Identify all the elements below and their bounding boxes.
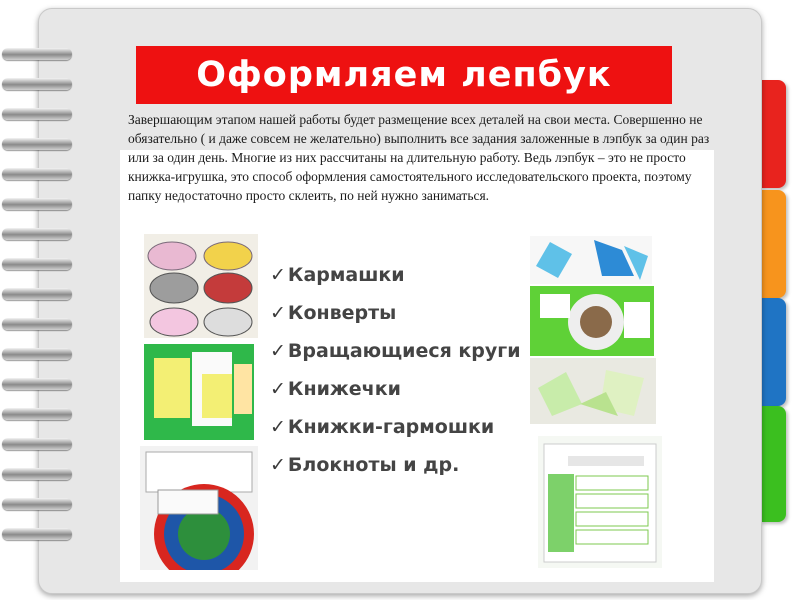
tab-red: [760, 80, 786, 188]
spiral-ring-icon: [2, 228, 72, 240]
spiral-ring-icon: [2, 378, 72, 390]
pockets-illustration: [144, 234, 258, 338]
title-banner: [136, 46, 672, 104]
check-icon: ✓: [270, 340, 286, 362]
spiral-ring-icon: [2, 438, 72, 450]
accordion-illustration: [530, 358, 656, 424]
notepads-illustration: [538, 436, 662, 568]
photo-booklets: [530, 286, 654, 356]
check-icon: ✓: [270, 454, 286, 476]
spiral-ring-icon: [2, 468, 72, 480]
booklets-illustration: [530, 286, 654, 356]
photo-accordion: [530, 358, 656, 424]
spiral-ring-icon: [2, 108, 72, 120]
check-icon: ✓: [270, 264, 286, 286]
photo-rotating-circles: [140, 446, 258, 570]
list-item: [270, 294, 521, 332]
photo-envelopes: [144, 344, 254, 440]
rotating-circles-illustration: [140, 446, 258, 570]
spiral-ring-icon: [2, 348, 72, 360]
spiral-ring-icon: [2, 528, 72, 540]
check-icon: ✓: [270, 378, 286, 400]
list-item-label: Книжечки: [287, 378, 401, 400]
description-paragraph: Завершающим этапом нашей работы будет размещение всех деталей на свои места. Совершенно не обязательно ( и даже совсем не желательно) выполнить все задания заложенные в лэпбук за один раз или за один день. Многие из них рассчитаны на длительную работу. Ведь лэпбук – это не просто книжка-игрушка, это способ оформления самостоятельного исследовательского проекта, поэтому папку недостаточно просто склеить, по ней нужно заниматься.: [128, 112, 710, 203]
list-item: [270, 256, 521, 294]
list-item: [270, 408, 521, 446]
spiral-ring-icon: [2, 318, 72, 330]
photo-notepads: [538, 436, 662, 568]
list-item: [270, 446, 521, 484]
spiral-ring-icon: [2, 258, 72, 270]
tab-orange: [760, 190, 786, 298]
spiral-ring-icon: [2, 288, 72, 300]
list-item: [270, 370, 521, 408]
list-item-label: Конверты: [287, 302, 397, 324]
list-item-label: Кармашки: [287, 264, 405, 286]
spiral-ring-icon: [2, 198, 72, 210]
check-icon: ✓: [270, 302, 286, 324]
component-list: [270, 256, 521, 484]
origami-illustration: [530, 236, 652, 284]
spiral-ring-icon: [2, 498, 72, 510]
spiral-ring-icon: [2, 408, 72, 420]
list-item: [270, 332, 521, 370]
photo-origami: [530, 236, 652, 284]
photo-pockets: [144, 234, 258, 338]
check-icon: ✓: [270, 416, 286, 438]
spiral-ring-icon: [2, 168, 72, 180]
envelopes-illustration: [144, 344, 254, 440]
spiral-ring-icon: [2, 48, 72, 60]
spiral-ring-icon: [2, 138, 72, 150]
tab-green: [760, 406, 786, 522]
spiral-ring-icon: [2, 78, 72, 90]
tab-blue: [760, 298, 786, 406]
list-item-label: Блокноты и др.: [287, 454, 460, 476]
page-title: Оформляем лепбук: [196, 55, 612, 95]
list-item-label: Вращающиеся круги: [287, 340, 521, 362]
list-item-label: Книжки-гармошки: [287, 416, 495, 438]
